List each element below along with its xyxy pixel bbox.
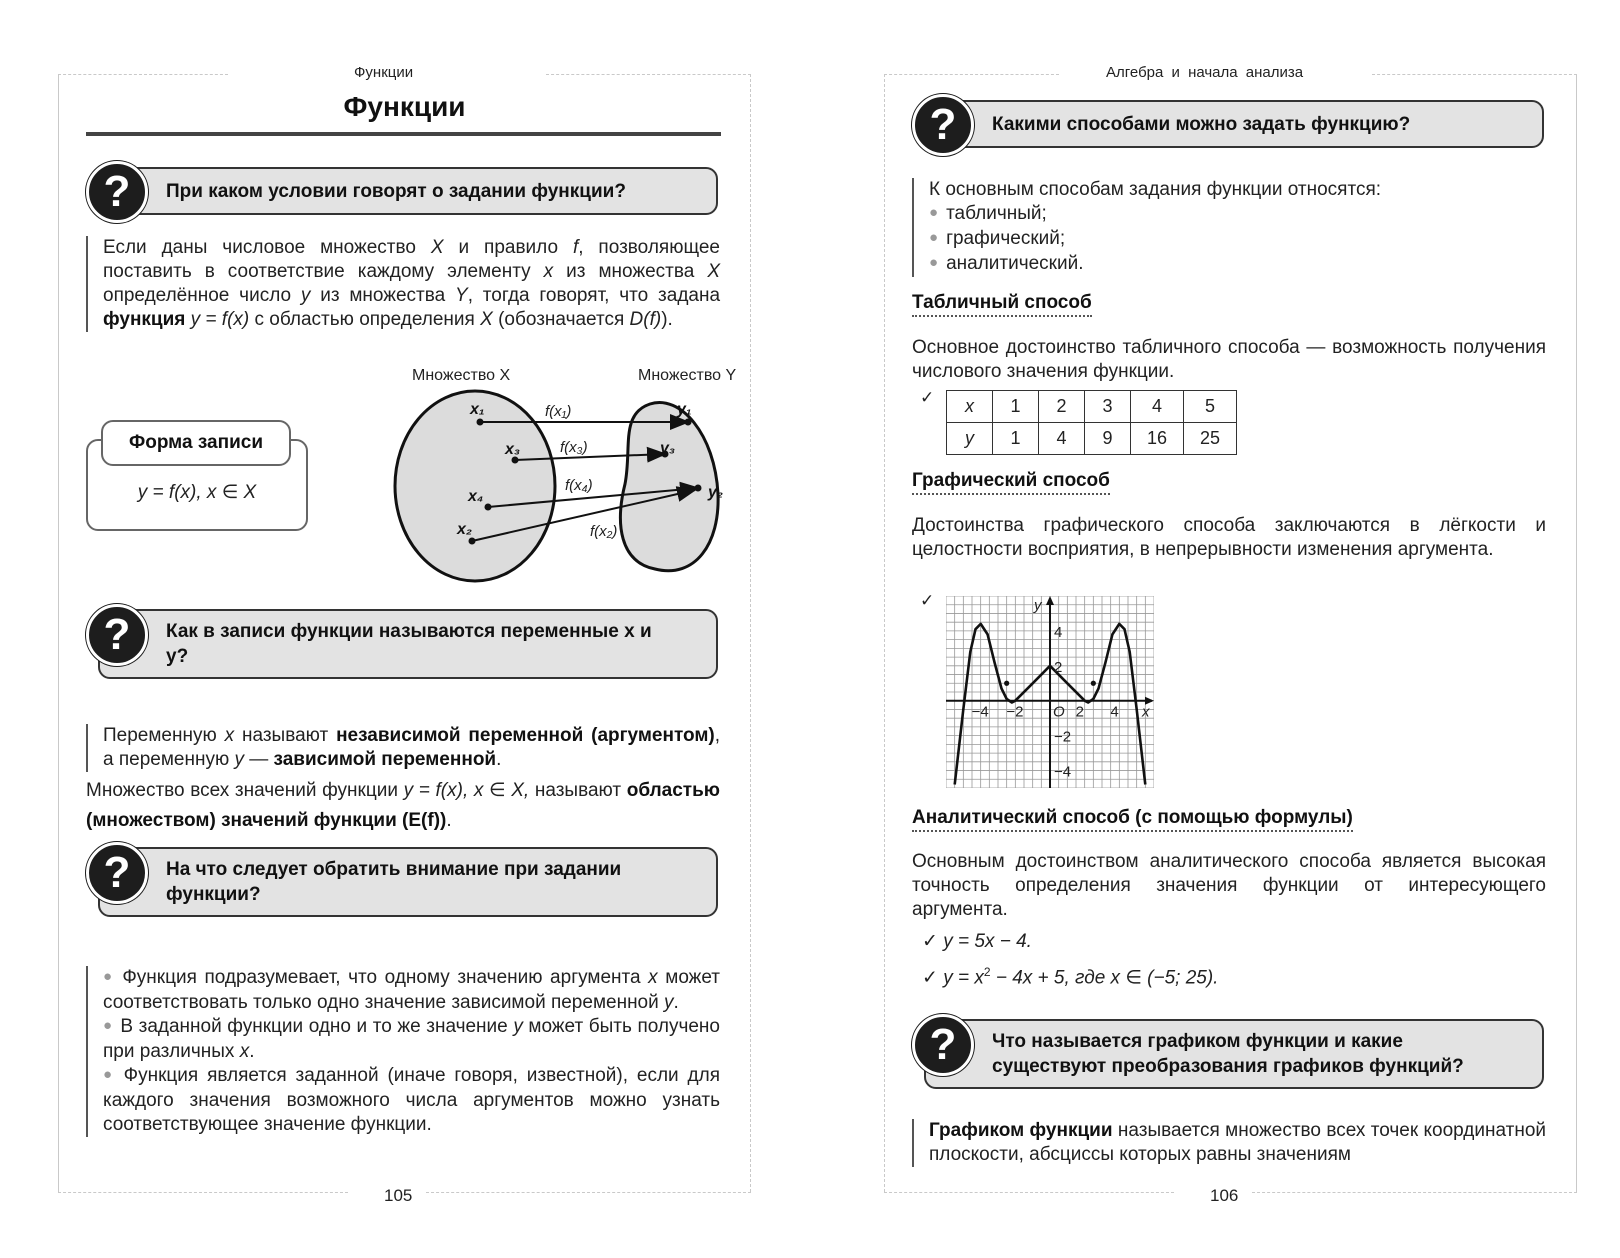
label-f-x2: f(x₂) — [590, 523, 618, 540]
curve-point — [1004, 681, 1009, 686]
graph-method-text: Достоинства графического способа заключаются в лёгкости и целостности восприятия, в непрерывности изменения аргумента. — [912, 515, 1546, 560]
x-tick-label: 4 — [1110, 703, 1119, 721]
methods-intro: К основным способам задания функции относятся: — [929, 179, 1382, 200]
question-text: На что следует обратить внимание при задании функции? — [166, 859, 622, 905]
question-box-2 — [924, 1019, 1544, 1089]
table-row: y 1 4 9 16 25 — [947, 423, 1237, 455]
function-graph — [946, 596, 1154, 788]
check-icon: ✓ — [920, 388, 935, 407]
methods-list — [912, 178, 1546, 277]
q2-answer-2: Множество всех значений функции y = f(x), x ∈ X, называют областью (множеством) значений функции (E(f)). — [86, 780, 721, 831]
question-text: Какими способами можно задать функцию? — [992, 113, 1411, 135]
question-text: При каком условии говорят о задании функции? — [166, 180, 626, 202]
set-y-shape — [620, 402, 718, 570]
running-head-left: Функции — [354, 64, 414, 81]
running-head-right: Алгебра и начала анализа — [1106, 64, 1304, 81]
q2-answer-1: Переменную x называют независимой переменной (аргументом), а переменную y — зависимой переменной. — [86, 724, 720, 772]
x-axis-label: x — [1142, 703, 1150, 721]
notation-formula: y = f(x), x ∈ X — [137, 482, 257, 503]
list-item: ● графический; — [929, 228, 1066, 249]
page-number: 106 — [1210, 1186, 1239, 1205]
right-page — [884, 64, 1577, 1205]
q3-answer — [86, 966, 720, 1137]
analytic-method-text: Основным достоинством аналитического способа является высокая точность определения значения функции от интересующего аргумента. — [912, 851, 1546, 920]
graph-definition: Графиком функции называется множество всех точек координатной плоскости, абсциссы которых равны значениям — [912, 1119, 1546, 1167]
y-axis-label: y — [1034, 597, 1042, 614]
formula-example-2: ✓ $y = x^2 - 4x + 5$, где x ∈ (−5; 25). — [922, 965, 1219, 989]
question-mark-icon: ? — [912, 94, 974, 156]
notation-label: Форма записи — [101, 420, 291, 466]
label-f-x4: f(x₄) — [565, 477, 593, 494]
point-x4 — [485, 504, 492, 511]
label-f-x3: f(x₃) — [560, 439, 588, 456]
label-y1: y₁ — [677, 401, 692, 418]
label-x3: x₃ — [505, 441, 521, 458]
x-tick-label: −4 — [971, 703, 989, 721]
title-rule — [86, 132, 721, 136]
question-box-1 — [924, 100, 1544, 148]
label-f-x1: f(x₁) — [545, 403, 572, 420]
curve-point — [1091, 681, 1096, 686]
list-item: ● табличный; — [929, 203, 1047, 224]
label-x4: x₄ — [468, 488, 484, 505]
question-box-2 — [98, 609, 718, 679]
point-y2 — [695, 485, 702, 492]
label-x1: x₁ — [470, 401, 485, 418]
list-item: ● Функция является заданной (иначе говоря, известной), если для каждого значения возможного числа аргументов можно узнать соответствующее значение функции. — [103, 1065, 720, 1135]
heading-graph-method: Графический способ — [912, 469, 1110, 495]
heading-analytic-method: Аналитический способ (с помощью формулы) — [912, 806, 1353, 832]
question-box-1 — [98, 167, 718, 215]
table-row: x 1 2 3 4 5 — [947, 391, 1237, 423]
x-tick-label: 2 — [1075, 703, 1085, 721]
set-x-ellipse — [395, 391, 555, 581]
heading-table-method: Табличный способ — [912, 291, 1092, 317]
term-function: функция — [103, 309, 186, 330]
label-y3: y₃ — [660, 440, 676, 457]
origin-label: O — [1053, 703, 1065, 721]
question-mark-icon: ? — [86, 842, 148, 904]
q1-answer: Если даны числовое множество X и правило f, позволяющее поставить в соответствие каждому элементу x из множества X определённое число y из множества Y, тогда говорят, что задана функция y = f(x) с областью определения X (обозначается D(f)). — [86, 236, 720, 332]
check-icon: ✓ — [920, 591, 935, 610]
label-y2: y₂ — [708, 484, 723, 501]
left-page — [58, 64, 751, 1205]
question-mark-icon: ? — [86, 604, 148, 666]
question-mark-icon: ? — [86, 161, 148, 223]
table-method-text: Основное достоинство табличного способа — возможность получения числового значения функции. — [912, 337, 1546, 382]
list-item: ● Функция подразумевает, что одному значению аргумента x может соответствовать только одно значение зависимой переменной y. — [103, 967, 721, 1013]
y-axis-arrow — [1046, 596, 1054, 605]
point-x1 — [477, 419, 484, 426]
point-x2 — [469, 538, 476, 545]
mapping-diagram — [320, 364, 740, 594]
formula-example-1: ✓ y = 5x − 4. — [922, 931, 1032, 952]
y-tick-label: 4 — [1054, 623, 1063, 641]
values-table — [946, 390, 1237, 455]
question-text: Что называется графиком функции и какие существуют преобразования графиков функций? — [992, 1031, 1464, 1077]
list-item: ● аналитический. — [929, 253, 1084, 274]
list-item: ● В заданной функции одно и то же значение y может быть получено при различных x. — [103, 1016, 720, 1062]
set-y-label: Множество Y — [638, 367, 737, 384]
question-mark-icon: ? — [912, 1014, 974, 1076]
question-text: Как в записи функции называются переменные x и y? — [166, 621, 652, 667]
y-tick-label: −2 — [1054, 728, 1072, 746]
point-y1 — [685, 419, 692, 426]
question-box-3 — [98, 847, 718, 917]
y-tick-label: 2 — [1054, 658, 1063, 676]
page-title: Функции — [343, 91, 466, 122]
y-tick-label: −4 — [1054, 763, 1072, 781]
page-number: 105 — [384, 1186, 413, 1205]
label-x2: x₂ — [457, 521, 472, 538]
set-x-label: Множество X — [412, 367, 511, 384]
x-tick-label: −2 — [1006, 703, 1024, 721]
